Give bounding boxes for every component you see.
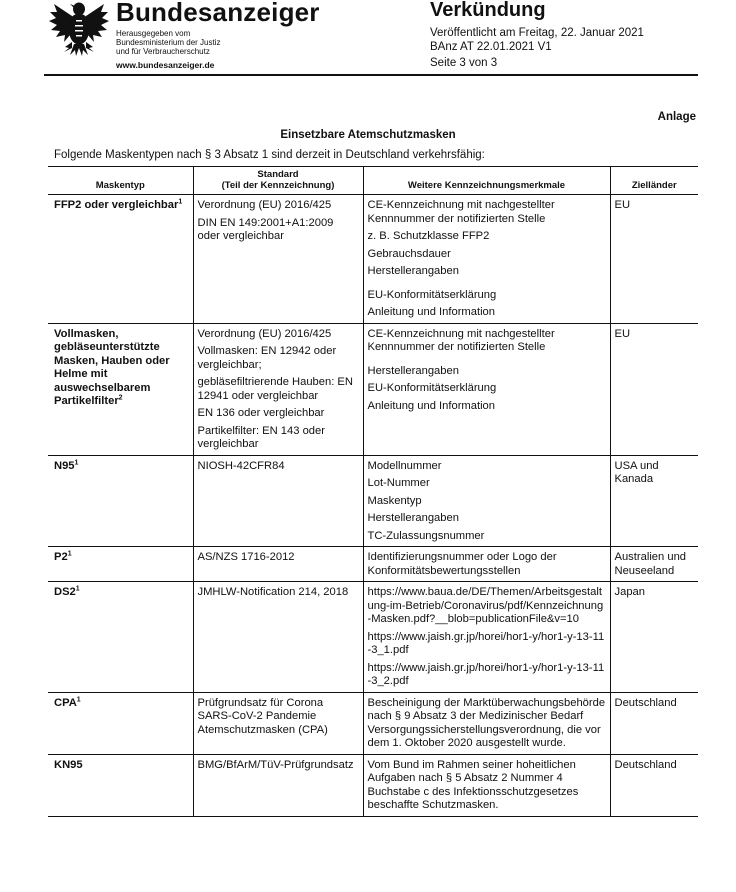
countries-value: EU <box>614 327 631 340</box>
standard-line: Vollmasken: EN 12942 oder vergleichbar; <box>197 345 337 371</box>
mask-type-cell <box>48 582 193 693</box>
mask-type-cell <box>48 754 193 816</box>
standard-cell <box>193 455 363 547</box>
announcement-title: Verkündung <box>430 0 546 21</box>
footnote-marker: 1 <box>76 695 81 703</box>
federal-eagle-icon <box>48 0 110 58</box>
mask-type-name: FFP2 oder vergleichbar <box>54 199 179 211</box>
header-divider <box>44 74 698 76</box>
brand-subtitle-line: Herausgegeben vom <box>116 29 191 38</box>
footnote-marker: 1 <box>178 198 183 206</box>
mask-type-name: DS2 <box>54 586 76 598</box>
marks-cell <box>363 547 610 582</box>
reference-link[interactable]: https://www.baua.de/DE/Themen/Arbeitsgestaltung-im-Betrieb/Coronavirus/pdf/Kennzeichnung-Masken.pdf?__blob=publicationFile&v=10 <box>367 586 604 625</box>
marks-line: TC-Zulassungsnummer <box>367 529 485 542</box>
intro-text: Folgende Maskentypen nach § 3 Absatz 1 sind derzeit in Deutschland verkehrsfähig: <box>54 149 485 161</box>
table-row <box>48 692 698 754</box>
countries-cell <box>610 692 698 754</box>
brand-subtitle-line: und für Verbraucherschutz <box>116 47 210 56</box>
annex-label: Anlage <box>657 111 696 123</box>
brand-subtitle <box>116 29 266 56</box>
countries-cell <box>610 323 698 455</box>
standard-cell <box>193 195 363 324</box>
table-row <box>48 195 698 324</box>
marks-line: Herstellerangaben <box>367 265 459 277</box>
standard-line: EN 136 oder vergleichbar <box>197 407 325 419</box>
marks-cell <box>363 754 610 816</box>
standard-cell <box>193 692 363 754</box>
mask-type-name: N95 <box>54 459 75 472</box>
marks-line: CE-Kennzeichnung mit nachgestellter Kennnummer der notifizierten Stelle <box>367 327 555 353</box>
column-header-standard-line: (Teil der Kennzeichnung) <box>221 180 335 191</box>
marks-line: Gebrauchsdauer <box>367 247 451 260</box>
marks-line: EU-Konformitätserklärung <box>367 382 497 394</box>
standard-line: Verordnung (EU) 2016/425 <box>197 327 332 340</box>
column-header-type: Maskentyp <box>48 167 193 195</box>
standard-line: Prüfgrundsatz für Corona SARS-CoV-2 Pandemie Atemschutzmasken (CPA) <box>197 696 328 736</box>
footnote-marker: 2 <box>118 394 123 402</box>
column-header-standard <box>193 167 363 195</box>
mask-type-cell <box>48 455 193 547</box>
page-header <box>0 0 736 80</box>
marks-line: Bescheinigung der Marktüberwachungsbehörde nach § 9 Absatz 3 der Medizinischer Bedarf Versorgungssicherstellungsverordnung, die vor dem 1. Oktober 2020 ausgestellt wurde. <box>367 696 606 749</box>
marks-cell <box>363 195 610 324</box>
column-header-marks: Weitere Kennzeichnungsmerkmale <box>363 167 610 195</box>
countries-value: EU <box>614 199 631 211</box>
marks-line: Vom Bund im Rahmen seiner hoheitlichen Aufgaben nach § 5 Absatz 2 Nummer 4 Buchstabe c des Infektionsschutzgesetzes beschaffte Schutzmasken. <box>367 758 579 811</box>
table-row <box>48 547 698 582</box>
marks-line: Lot-Nummer <box>367 477 430 489</box>
marks-line: Modellnummer <box>367 459 442 472</box>
footnote-marker: 1 <box>67 550 72 558</box>
reference-link[interactable]: https://www.jaish.gr.jp/horei/hor1-y/hor1-y-13-11-3_1.pdf <box>367 630 605 656</box>
reference-link[interactable]: https://www.jaish.gr.jp/horei/hor1-y/hor1-y-13-11-3_2.pdf <box>367 661 605 687</box>
footnote-marker: 1 <box>74 458 79 466</box>
table-row <box>48 455 698 547</box>
marks-cell <box>363 692 610 754</box>
mask-type-name: Vollmasken, gebläseunterstützte Masken, Hauben oder Helme mit auswechselbarem Partikelfilter <box>54 327 170 407</box>
marks-line: Maskentyp <box>367 494 422 507</box>
standard-cell <box>193 582 363 693</box>
countries-cell <box>610 195 698 324</box>
marks-line: Anleitung und Information <box>367 399 495 412</box>
table-row <box>48 754 698 816</box>
countries-cell <box>610 455 698 547</box>
brand-title: Bundesanzeiger <box>116 0 320 27</box>
marks-cell <box>363 455 610 547</box>
mask-type-cell <box>48 547 193 582</box>
marks-line: Anleitung und Information <box>367 306 495 318</box>
marks-line: EU-Konformitätserklärung <box>367 288 497 301</box>
mask-type-name: CPA <box>54 696 77 709</box>
mask-type-name: P2 <box>54 551 68 563</box>
marks-line: Herstellerangaben <box>367 364 459 377</box>
countries-cell <box>610 754 698 816</box>
marks-line: Herstellerangaben <box>367 512 459 524</box>
brand-url-link[interactable]: www.bundesanzeiger.de <box>116 60 215 70</box>
marks-line: z. B. Schutzklasse FFP2 <box>367 230 490 242</box>
table-row <box>48 323 698 455</box>
marks-cell <box>363 323 610 455</box>
marks-cell <box>363 582 610 693</box>
standard-line: AS/NZS 1716-2012 <box>197 551 295 563</box>
mask-type-name: KN95 <box>54 758 83 771</box>
column-header-countries: Zielländer <box>610 167 698 195</box>
countries-value: Deutschland <box>614 696 677 709</box>
mask-types-table <box>48 166 698 817</box>
mask-type-cell <box>48 692 193 754</box>
document-title: Einsetzbare Atemschutzmasken <box>280 129 456 141</box>
countries-value: USA und Kanada <box>614 459 659 485</box>
footnote-marker: 1 <box>75 585 80 593</box>
marks-line: Identifizierungsnummer oder Logo der Konformitätsbewertungsstellen <box>367 551 557 577</box>
standard-cell <box>193 547 363 582</box>
table-row <box>48 582 698 693</box>
mask-type-cell <box>48 323 193 455</box>
column-header-standard-line: Standard <box>257 169 299 180</box>
table-header-row <box>48 167 698 195</box>
brand-subtitle-line: Bundesministerium der Justiz <box>116 38 221 47</box>
standard-line: Verordnung (EU) 2016/425 <box>197 199 332 211</box>
marks-line: CE-Kennzeichnung mit nachgestellter Kennnummer der notifizierten Stelle <box>367 199 555 225</box>
standard-line: NIOSH-42CFR84 <box>197 459 285 472</box>
countries-cell <box>610 547 698 582</box>
countries-cell <box>610 582 698 693</box>
mask-type-cell <box>48 195 193 324</box>
publication-date: Veröffentlicht am Freitag, 22. Januar 2021 <box>430 27 644 39</box>
page-number: Seite 3 von 3 <box>430 57 498 69</box>
standard-cell <box>193 323 363 455</box>
standard-line: gebläsefiltrierende Hauben: EN 12941 oder vergleichbar <box>197 376 353 402</box>
publication-reference: BAnz AT 22.01.2021 V1 <box>430 41 552 53</box>
standard-line: JMHLW-Notification 214, 2018 <box>197 586 349 598</box>
standard-line: Partikelfilter: EN 143 oder vergleichbar <box>197 424 325 450</box>
standard-line: BMG/BfArM/TüV-Prüfgrundsatz <box>197 758 354 771</box>
standard-cell <box>193 754 363 816</box>
countries-value: Deutschland <box>614 758 677 771</box>
countries-value: Australien und Neuseeland <box>614 551 687 577</box>
countries-value: Japan <box>614 586 645 598</box>
standard-line: DIN EN 149:2001+A1:2009 oder vergleichbar <box>197 216 334 242</box>
